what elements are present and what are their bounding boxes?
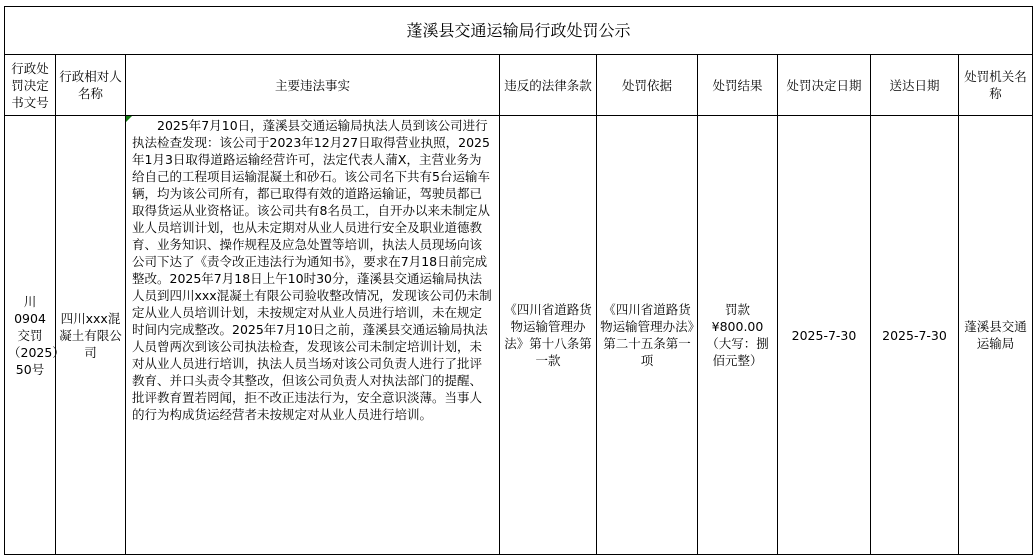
- header-doc-no: 行政处罚决定书文号: [5, 55, 56, 116]
- cell-party[interactable]: 四川xxx混凝土有限公司: [56, 116, 126, 555]
- header-delivery-date: 送达日期: [871, 55, 959, 116]
- table-title: 蓬溪县交通运输局行政处罚公示: [5, 7, 1033, 55]
- comment-marker-icon: [126, 116, 132, 122]
- header-facts: 主要违法事实: [126, 55, 500, 116]
- cell-delivery-date[interactable]: 2025-7-30: [871, 116, 959, 555]
- cell-authority[interactable]: 蓬溪县交通运输局: [959, 116, 1033, 555]
- header-result: 处罚结果: [698, 55, 778, 116]
- facts-text: 2025年7月10日，蓬溪县交通运输局执法人员到该公司进行执法检查发现：该公司于2023年12月27日取得营业执照，2025年1月3日取得道路运输经营许可，法定代表人蒲X，主营业务为给自己的工程项目运输混凝土和砂石。该公司名下共有5台运输车辆，均为该公司所有，都已取得有效的道路运输证，驾驶员都已取得货运从业资格证。该公司共有8名员工，自开办以来未制定从业人员培训计划，也从未定期对从业人员进行安全及职业道德教育、业务知识、操作规程及应急处置等培训，执法人员现场向该公司下达了《责令改正违法行为通知书》，要求在7月18日前完成整改。2025年7月18日上午10时30分，蓬溪县交通运输局执法人员到四川xxx混凝土有限公司验收整改情况，发现该公司仍未制定从业人员培训计划，未按规定对从业人员进行培训，未在规定时间内完成整改。2025年7月10日之前，蓬溪县交通运输局执法人员曾两次到该公司执法检查，发现该公司未制定培训计划，未对从业人员进行培训，执法人员当场对该公司负责人进行了批评教育、并口头责令其整改，但该公司负责人对执法部门的提醒、批评教育置若罔闻，拒不改正违法行为，安全意识淡薄。当事人的行为构成货运经营者未按规定对从业人员进行培训。: [132, 118, 492, 422]
- cell-basis[interactable]: 《四川省道路货物运输管理办法》第二十五条第一项: [597, 116, 698, 555]
- cell-facts[interactable]: [126, 116, 500, 555]
- header-row: [5, 55, 1033, 116]
- header-party: 行政相对人名称: [56, 55, 126, 116]
- cell-result[interactable]: 罚款¥800.00（大写：捌佰元整）: [698, 116, 778, 555]
- header-law: 违反的法律条款: [500, 55, 597, 116]
- penalty-table: [4, 6, 1033, 555]
- header-decision-date: 处罚决定日期: [778, 55, 871, 116]
- cell-doc-no[interactable]: 川0904交罚（2025）50号: [5, 116, 56, 555]
- header-authority: 处罚机关名称: [959, 55, 1033, 116]
- table-row: [5, 116, 1033, 555]
- cell-law[interactable]: 《四川省道路货物运输管理办法》第十八条第一款: [500, 116, 597, 555]
- header-basis: 处罚依据: [597, 55, 698, 116]
- cell-decision-date[interactable]: 2025-7-30: [778, 116, 871, 555]
